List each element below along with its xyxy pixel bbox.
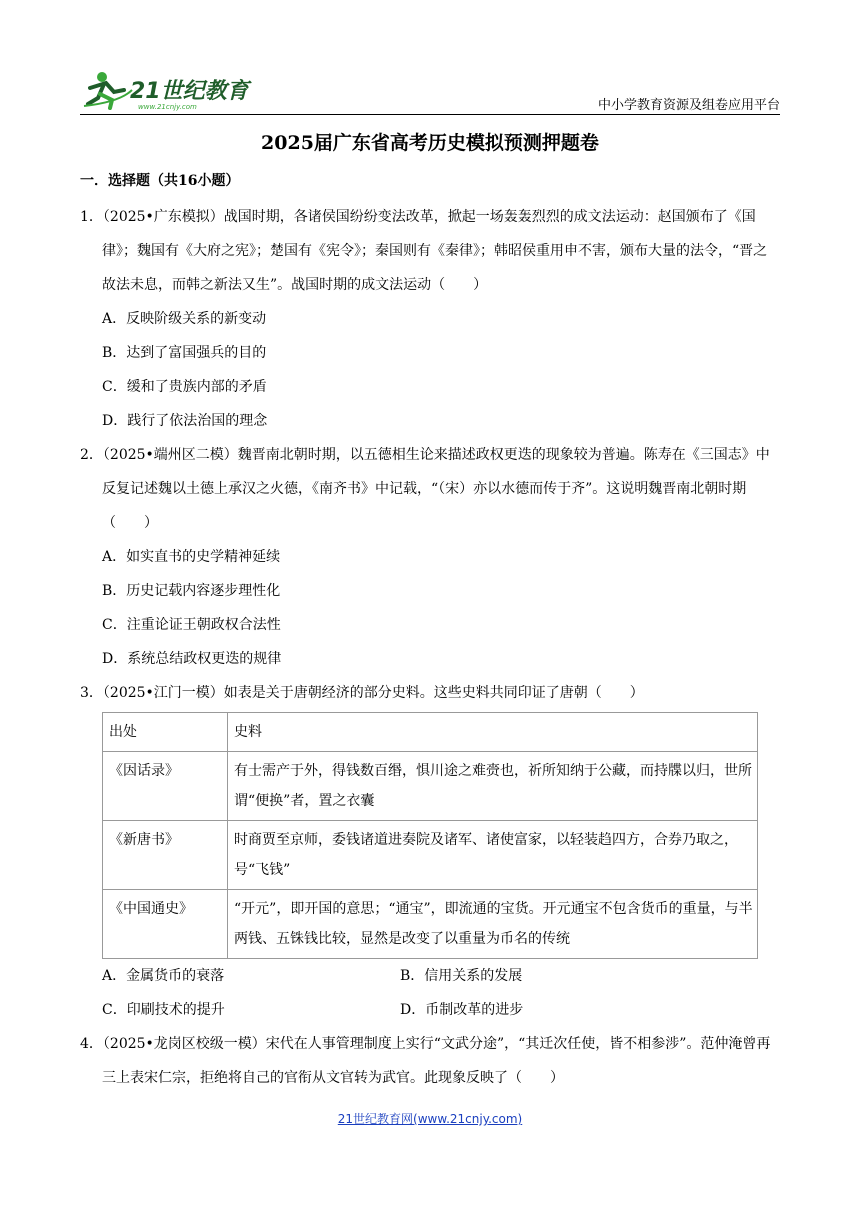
question-stem: 2．（2025•端州区二模）魏晋南北朝时期，以五德相生论来描述政权更迭的现象较为普遍。陈寿在《三国志》中反复记述魏以土德上承汉之火德，《南齐书》中记载，“（宋）亦以水德而传于齐”。这说明魏晋南北朝时期（ ） bbox=[80, 447, 770, 531]
brand-logo bbox=[80, 68, 260, 112]
option-d: D．系统总结政权更迭的规律 bbox=[102, 651, 282, 667]
question-stem: 4．（2025•龙岗区校级一模）宋代在人事管理制度上实行“文武分途”，“其迁次任使，皆不相参涉”。范仲淹曾再三上表宋仁宗，拒绝将自己的官衔从文官转为武官。此现象反映了（ ） bbox=[80, 1036, 771, 1086]
option-c: C．缓和了贵族内部的矛盾 bbox=[102, 379, 267, 395]
option-b: B．达到了富国强兵的目的 bbox=[102, 345, 267, 361]
table-row bbox=[103, 821, 758, 890]
option-a: A．如实直书的史学精神延续 bbox=[102, 549, 281, 565]
table-cell: 《因话录》 bbox=[103, 752, 228, 821]
footer-link[interactable]: 21世纪教育网(www.21cnjy.com) bbox=[337, 1112, 523, 1126]
table-row bbox=[103, 752, 758, 821]
option-d: D．践行了依法治国的理念 bbox=[102, 413, 268, 429]
table-header-row bbox=[103, 713, 758, 752]
table-cell: 时商贾至京师，委钱诸道进奏院及诸军、诸使富家，以轻装趋四方，合券乃取之，号“飞钱” bbox=[228, 821, 758, 890]
option-a: A．金属货币的衰落 bbox=[102, 968, 225, 984]
table-cell: 《新唐书》 bbox=[103, 821, 228, 890]
table-cell: “开元”，即开国的意思；“通宝”，即流通的宝货。开元通宝不包含货币的重量，与半两钱、五铢钱比较，显然是改变了以重量为币名的传统 bbox=[228, 890, 758, 959]
page-header bbox=[80, 64, 780, 116]
option-c: C．注重论证王朝政权合法性 bbox=[102, 617, 281, 633]
header-platform-text: 中小学教育资源及组卷应用平台 bbox=[597, 98, 780, 113]
table-cell: 有士需产于外，得钱数百缗，惧川途之难赍也，祈所知纳于公藏，而持牒以归，世所谓“便换”者，置之衣囊 bbox=[228, 752, 758, 821]
question-stem: 3．（2025•江门一模）如表是关于唐朝经济的部分史料。这些史料共同印证了唐朝（ ） bbox=[80, 685, 644, 701]
option-b: B．信用关系的发展 bbox=[400, 968, 523, 984]
option-d: D．币制改革的进步 bbox=[400, 1002, 524, 1018]
logo-url: www.21cnjy.com bbox=[138, 103, 197, 111]
option-a: A．反映阶级关系的新变动 bbox=[102, 311, 267, 327]
logo-wordmark: 21世纪教育 bbox=[130, 79, 249, 104]
table-header-cell: 史料 bbox=[228, 713, 758, 752]
page-footer bbox=[0, 1110, 860, 1127]
options-row bbox=[80, 959, 780, 993]
exam-content bbox=[80, 170, 780, 1095]
source-table bbox=[102, 712, 758, 959]
header-divider bbox=[80, 114, 780, 115]
question-stem: 1．（2025•广东模拟）战国时期，各诸侯国纷纷变法改革，掀起一场轰轰烈烈的成文法运动：赵国颁布了《国律》；魏国有《大府之宪》；楚国有《宪令》；秦国则有《秦律》；韩昭侯重用申不害，颁布大量的法令，“晋之故法未息，而韩之新法又生”。战国时期的成文法运动（ ） bbox=[80, 209, 768, 293]
table-row bbox=[103, 890, 758, 959]
section-heading: 一．选择题（共16小题） bbox=[80, 173, 240, 189]
option-b: B．历史记载内容逐步理性化 bbox=[102, 583, 281, 599]
exam-title: 2025届广东省高考历史模拟预测押题卷 bbox=[261, 132, 599, 154]
table-header-cell: 出处 bbox=[103, 713, 228, 752]
option-c: C．印刷技术的提升 bbox=[102, 1002, 225, 1018]
options-row bbox=[80, 993, 780, 1027]
table-cell: 《中国通史》 bbox=[103, 890, 228, 959]
